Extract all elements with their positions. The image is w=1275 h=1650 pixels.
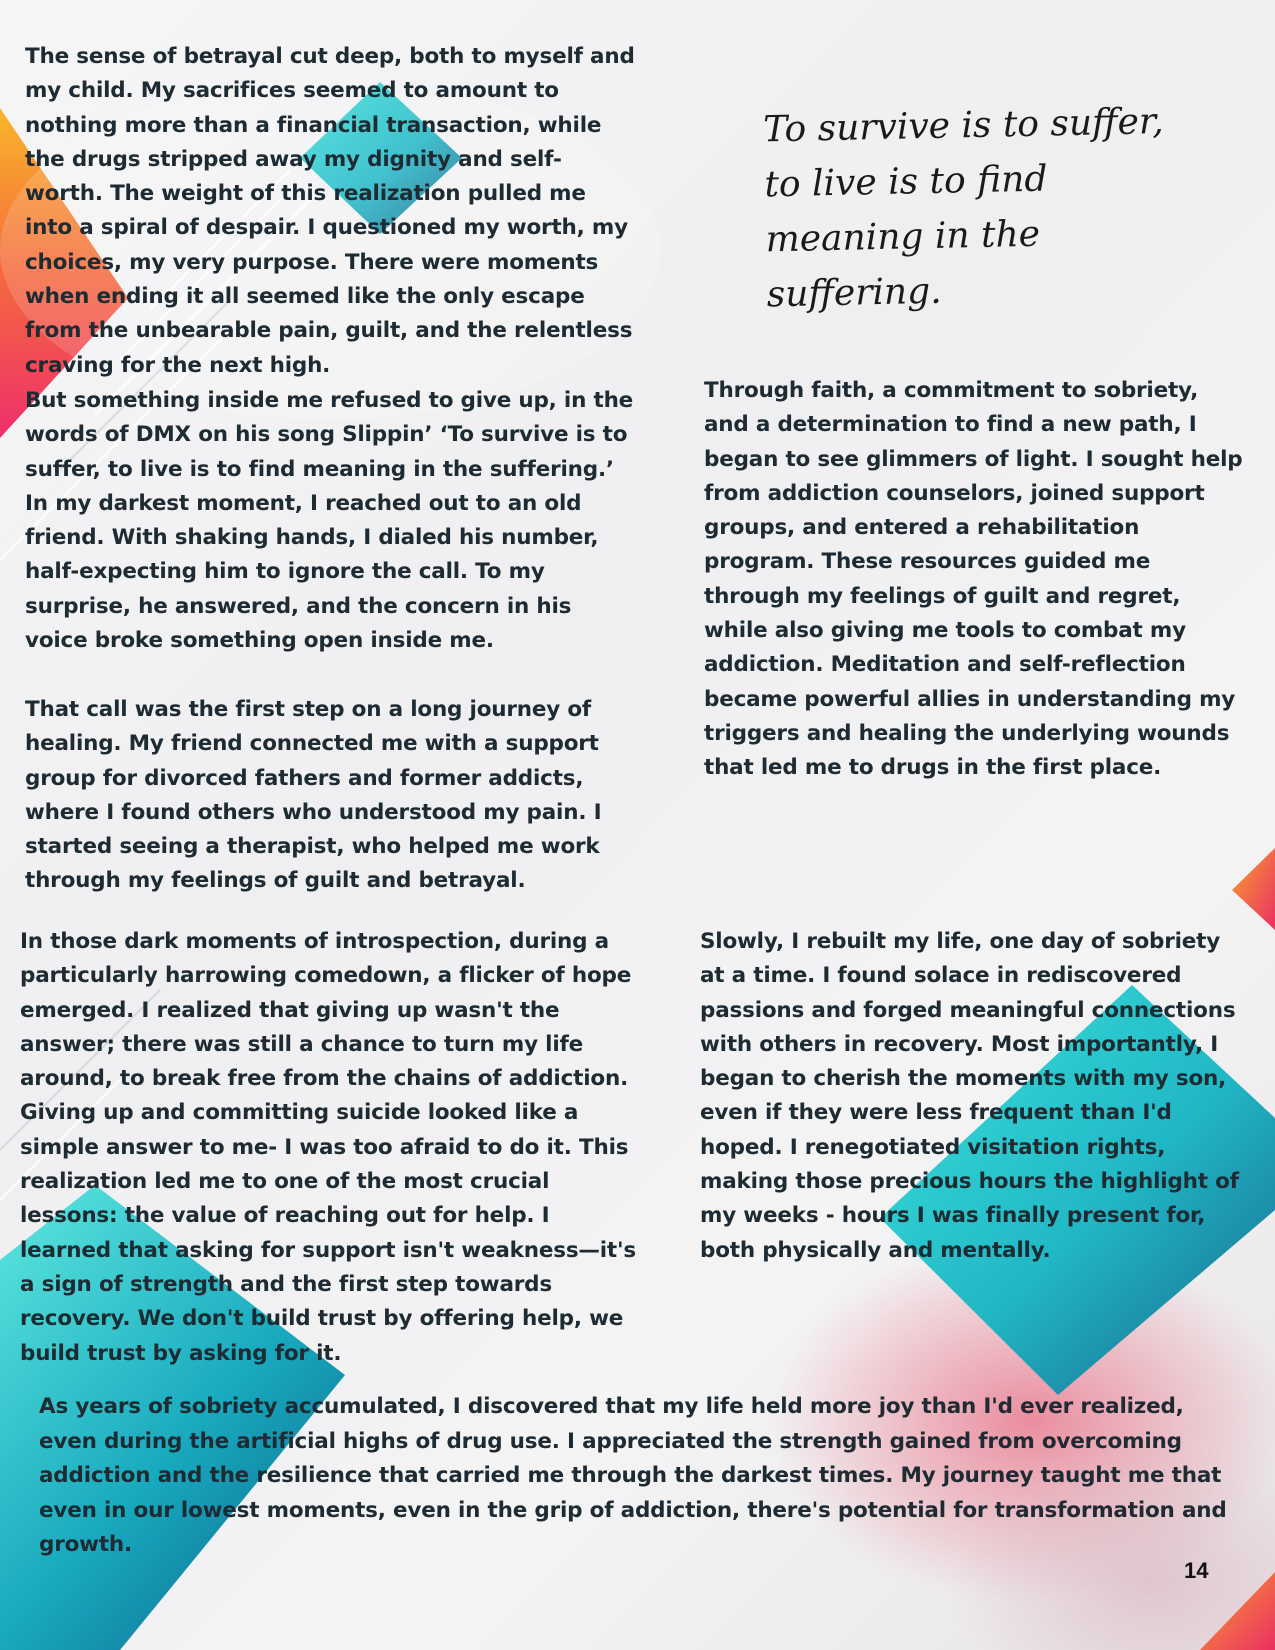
right-paragraph-1: Through faith, a commitment to sobriety, and a determination to find a new path, I began to see glimmers of light. I sought help from addiction counselors, joined support groups, and entered a rehabilitation program. These resources guided me through my feelings of guilt and regret, while also giving me tools to combat my addiction. Meditation and self-reflection became powerful allies in understanding my triggers and healing the underlying wounds that led me to drugs in the first place. [704, 378, 1243, 781]
bottom-paragraph: As years of sobriety accumulated, I discovered that my life held more joy than I'd ever realized, even during the artificial highs of drug use. I appreciated the strength gained from overcoming addiction and the resilience that carried me through the darkest times. My journey taught me that even in our lowest moments, even in the grip of addiction, there's potential for transformation and growth. [39, 1394, 1227, 1557]
left-paragraph-1: The sense of betrayal cut deep, both to myself and my child. My sacrifices seemed to amount to nothing more than a financial transaction, while the drugs stripped away my dignity and self-worth. The weight of this realization pulled me into a spiral of despair. I questioned my worth, my choices, my very purpose. There were moments when ending it all seemed like the only escape from the unbearable pain, guilt, and the relentless craving for the next high. [25, 44, 635, 378]
right-paragraph-2: Slowly, I rebuilt my life, one day of sobriety at a time. I found solace in rediscovered passions and forged meaningful connections with others in recovery. Most importantly, I began to cherish the moments with my son, even if they were less frequent than I'd hoped. I renegotiated visitation rights, making those precious hours the highlight of my weeks - hours I was finally present for, both physically and mentally. [700, 929, 1239, 1263]
pull-quote: To survive is to suffer, to live is to find meaning in the suffering. [762, 101, 1164, 316]
left-paragraph-4: In those dark moments of introspection, during a particularly harrowing comedown, a flicker of hope emerged. I realized that giving up wasn't the answer; there was still a chance to turn my life around, to break free from the chains of addiction. Giving up and committing suicide looked like a simple answer to me- I was too afraid to do it. This realization led me to one of the most crucial lessons: the value of reaching out for help. I learned that asking for support isn't weakness—it's a sign of strength and the first step towards recovery. We don't build trust by offering help, we build trust by asking for it. [20, 929, 636, 1366]
left-paragraph-3: That call was the first step on a long journey of healing. My friend connected me with a support group for divorced fathers and former addicts, where I found others who understood my pain. I started seeing a therapist, who helped me work through my feelings of guilt and betrayal. [25, 697, 602, 894]
page-number: 14 [1184, 1558, 1209, 1583]
left-paragraph-2: But something inside me refused to give up, in the words of DMX on his song Slippin’ ‘To survive is to suffer, to live is to find meaning in the suffering.’ In my darkest moment, I reached out to an old friend. With shaking hands, I dialed his number, half-expecting him to ignore the call. To my surprise, he answered, and the concern in his voice broke something open inside me. [25, 388, 634, 654]
